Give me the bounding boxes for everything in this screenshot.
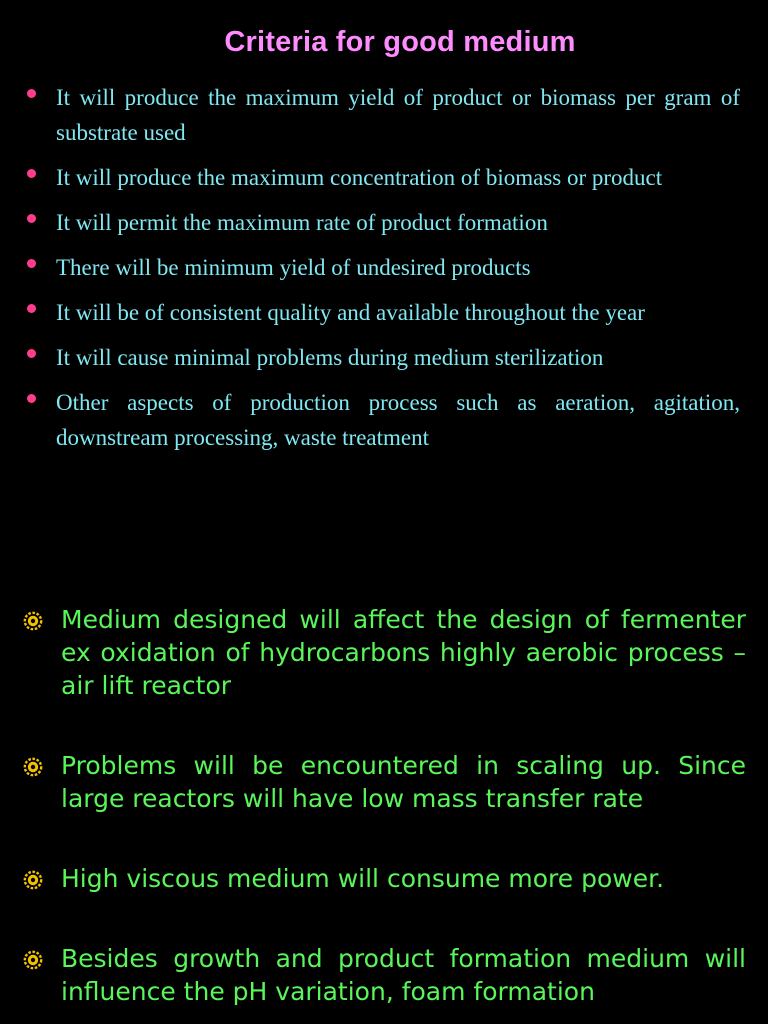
gear-icon: [23, 870, 43, 890]
criteria-item: [0, 385, 768, 455]
criteria-item: [0, 205, 768, 240]
criteria-text: Other aspects of production process such as aeration, agitation, downstream processing, waste treatment: [56, 390, 740, 450]
slide-title: Criteria for good medium: [224, 26, 576, 58]
point-text: High viscous medium will consume more power.: [61, 864, 665, 893]
points-list: [0, 603, 768, 1024]
point-text: Besides growth and product formation medium will influence the pH variation, foam formation: [61, 944, 746, 1006]
gear-icon: [23, 757, 43, 777]
point-item: [0, 942, 768, 1008]
bullet-dot-icon: [27, 214, 36, 223]
point-item: [0, 862, 768, 895]
criteria-text: It will produce the maximum yield of product or biomass per gram of substrate used: [56, 85, 740, 145]
criteria-text: It will be of consistent quality and available throughout the year: [56, 300, 645, 325]
bullet-dot-icon: [27, 349, 36, 358]
criteria-text: There will be minimum yield of undesired products: [56, 255, 531, 280]
criteria-text: It will cause minimal problems during medium sterilization: [56, 345, 604, 370]
criteria-item: [0, 295, 768, 330]
bullet-dot-icon: [27, 394, 36, 403]
point-item: [0, 603, 768, 702]
criteria-item: [0, 250, 768, 285]
gear-icon: [23, 611, 43, 631]
bullet-dot-icon: [27, 89, 36, 98]
criteria-text: It will produce the maximum concentration of biomass or product: [56, 165, 663, 190]
gear-icon: [23, 950, 43, 970]
bullet-dot-icon: [27, 259, 36, 268]
bullet-dot-icon: [27, 304, 36, 313]
criteria-item: [0, 160, 768, 195]
point-text: Problems will be encountered in scaling up. Since large reactors will have low mass transfer rate: [61, 751, 746, 813]
point-item: [0, 749, 768, 815]
criteria-item: [0, 340, 768, 375]
criteria-text: It will permit the maximum rate of product formation: [56, 210, 548, 235]
bullet-dot-icon: [27, 169, 36, 178]
criteria-list: [0, 80, 768, 465]
point-text: Medium designed will affect the design of fermenter ex oxidation of hydrocarbons highly aerobic process –air lift reactor: [61, 605, 746, 700]
criteria-item: [0, 80, 768, 150]
